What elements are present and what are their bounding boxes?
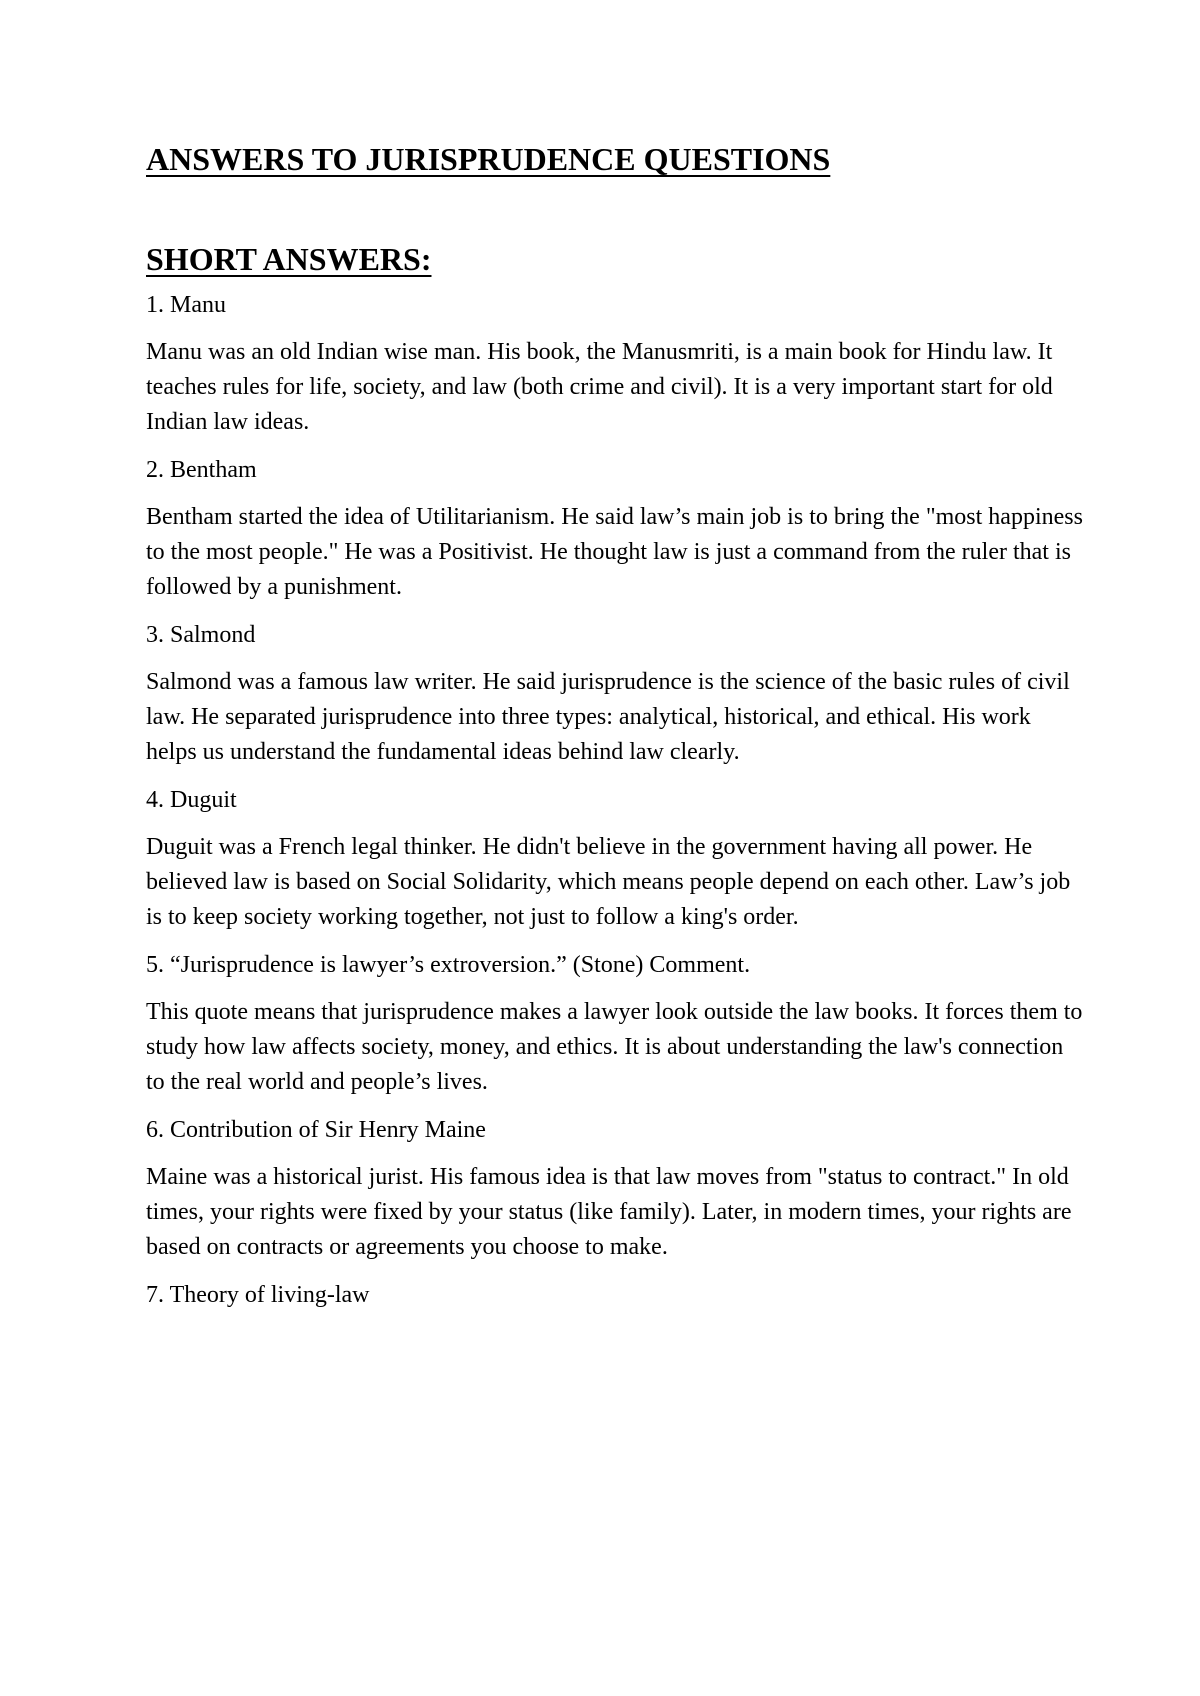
question-heading: 5. “Jurisprudence is lawyer’s extroversion.” (Stone) Comment. [146, 951, 751, 978]
answer-item-bentham [146, 454, 1086, 605]
answer-paragraph: Bentham started the idea of Utilitarianism. He said law’s main job is to bring the "most happiness to the most people." He was a Positivist. He thought law is just a command from the ruler that is followed by a punishment. [146, 503, 1083, 600]
answer-paragraph: Salmond was a famous law writer. He said jurisprudence is the science of the basic rules of civil law. He separated jurisprudence into three types: analytical, historical, and ethical. His work helps us understand the fundamental ideas behind law clearly. [146, 668, 1070, 765]
answer-item-manu [146, 289, 1086, 440]
section-title-short-answers: SHORT ANSWERS: [146, 241, 432, 278]
question-heading: 1. Manu [146, 291, 226, 318]
answer-item-duguit [146, 784, 1086, 935]
document-title: ANSWERS TO JURISPRUDENCE QUESTIONS [146, 141, 831, 177]
answer-paragraph: Maine was a historical jurist. His famous idea is that law moves from "status to contract." In old times, your rights were fixed by your status (like family). Later, in modern times, your rights are based on contracts or agreements you choose to make. [146, 1163, 1072, 1260]
short-answers-list [146, 289, 1086, 1311]
page-content [146, 140, 1086, 1325]
question-heading: 2. Bentham [146, 456, 257, 483]
question-heading: 4. Duguit [146, 786, 237, 813]
answer-paragraph: Manu was an old Indian wise man. His book, the Manusmriti, is a main book for Hindu law. It teaches rules for life, society, and law (both crime and civil). It is a very important start for old Indian law ideas. [146, 338, 1053, 435]
answer-paragraph: Duguit was a French legal thinker. He didn't believe in the government having all power. He believed law is based on Social Solidarity, which means people depend on each other. Law’s job is to keep society working together, not just to follow a king's order. [146, 833, 1071, 930]
answer-item-stone-quote [146, 949, 1086, 1100]
answer-item-salmond [146, 619, 1086, 770]
answer-paragraph: This quote means that jurisprudence makes a lawyer look outside the law books. It forces them to study how law affects society, money, and ethics. It is about understanding the law's connection to the real world and people’s lives. [146, 998, 1083, 1095]
answer-item-living-law [146, 1279, 1086, 1311]
question-heading: 6. Contribution of Sir Henry Maine [146, 1116, 486, 1143]
answer-item-henry-maine [146, 1114, 1086, 1265]
question-heading: 3. Salmond [146, 621, 256, 648]
question-heading: 7. Theory of living-law [146, 1281, 370, 1308]
